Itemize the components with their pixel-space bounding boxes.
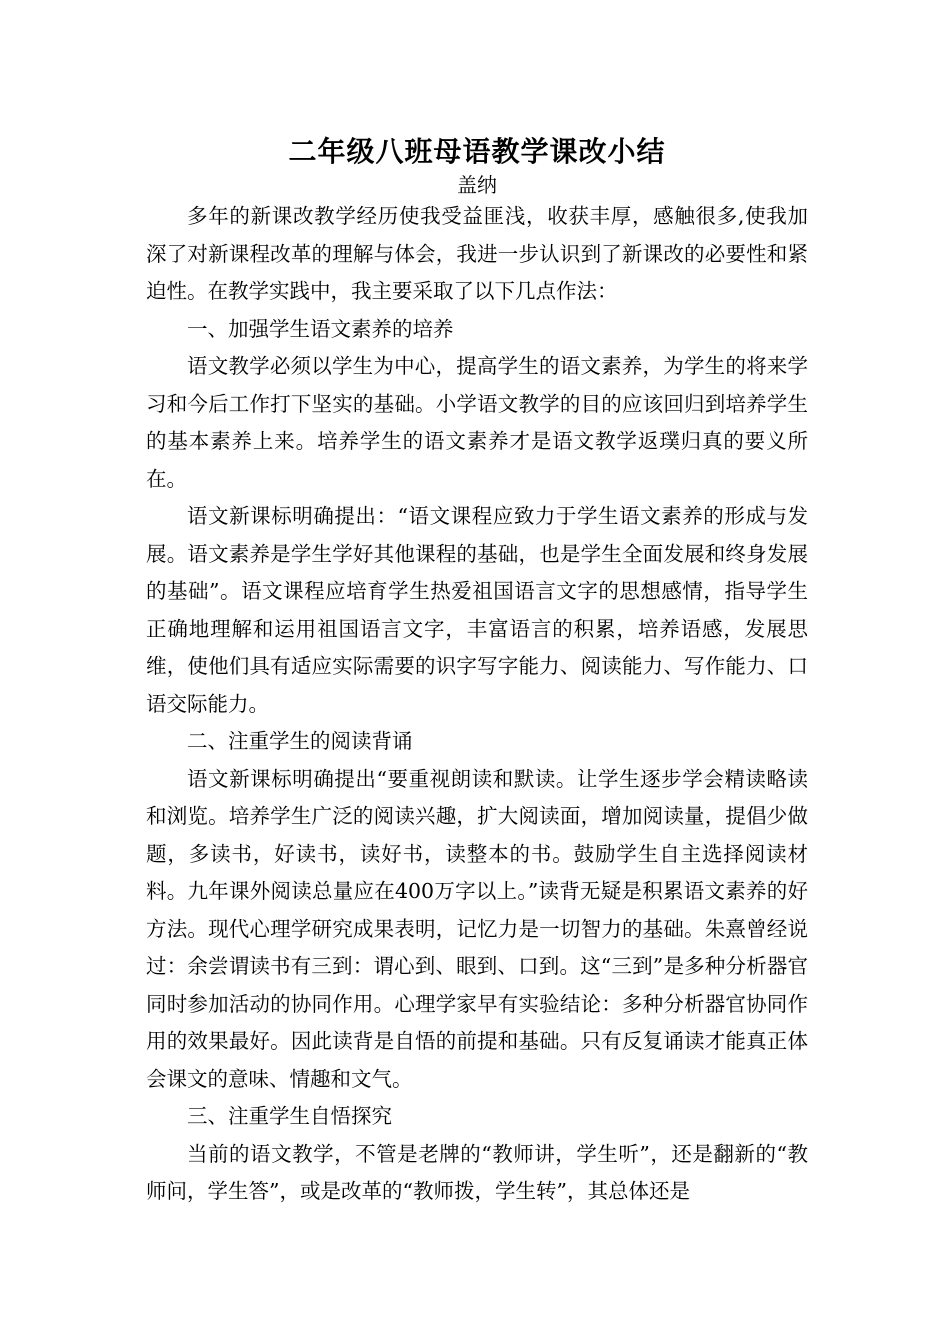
section-heading-1: 一、加强学生语文素养的培养 xyxy=(187,316,454,341)
paragraph-1-2: 语文新课标明确提出：“语文课程应致力于学生语文素养的形成与发展。语文素养是学生学好其他课程的基础，也是学生全面发展和终身发展的基础”。语文课程应培育学生热爱祖国语言文字的思想感情，指导学生正确地理解和运用祖国语言文字，丰富语言的积累，培养语感，发展思维，使他们具有适应实际需要的识字写字能力、阅读能力、写作能力、口语交际能力。 xyxy=(146,504,808,716)
paragraph-intro: 多年的新课改教学经历使我受益匪浅，收获丰厚，感触很多,使我加深了对新课程改革的理解与体会，我进一步认识到了新课改的必要性和紧迫性。在教学实践中，我主要采取了以下几点作法： xyxy=(146,204,808,303)
document-author: 盖纳 xyxy=(457,173,497,197)
document-page xyxy=(146,134,808,1211)
section-heading-2: 二、注重学生的阅读背诵 xyxy=(187,729,413,753)
paragraph-1-1: 语文教学必须以学生为中心，提高学生的语文素养，为学生的将来学习和今后工作打下坚实的基础。小学语文教学的目的应该回归到培养学生的基本素养上来。培养学生的语文素养才是语文教学返璞归真的要义所在。 xyxy=(146,354,808,491)
paragraph-2-1: 语文新课标明确提出“要重视朗读和默读。让学生逐步学会精读略读和浏览。培养学生广泛的阅读兴趣，扩大阅读面，增加阅读量，提倡少做题，多读书，好读书，读好书，读整本的书。鼓励学生自主选择阅读材料。九年课外阅读总量应在400万字以上。”读背无疑是积累语文素养的好方法。现代心理学研究成果表明，记忆力是一切智力的基础。朱熹曾经说过：余尝谓读书有三到：谓心到、眼到、口到。这“三到”是多种分析器官同时参加活动的协同作用。心理学家早有实验结论：多种分析器官协同作用的效果最好。因此读背是自悟的前提和基础。只有反复诵读才能真正体会课文的意味、情趣和文气。 xyxy=(146,766,808,1091)
paragraph-3-1: 当前的语文教学，不管是老牌的“教师讲，学生听”，还是翻新的“教师问，学生答”，或是改革的“教师拨，学生转”，其总体还是 xyxy=(146,1141,808,1203)
section-heading-3: 三、注重学生自悟探究 xyxy=(187,1104,392,1128)
document-title: 二年级八班母语教学课改小结 xyxy=(288,135,666,168)
document-body xyxy=(146,198,808,1211)
